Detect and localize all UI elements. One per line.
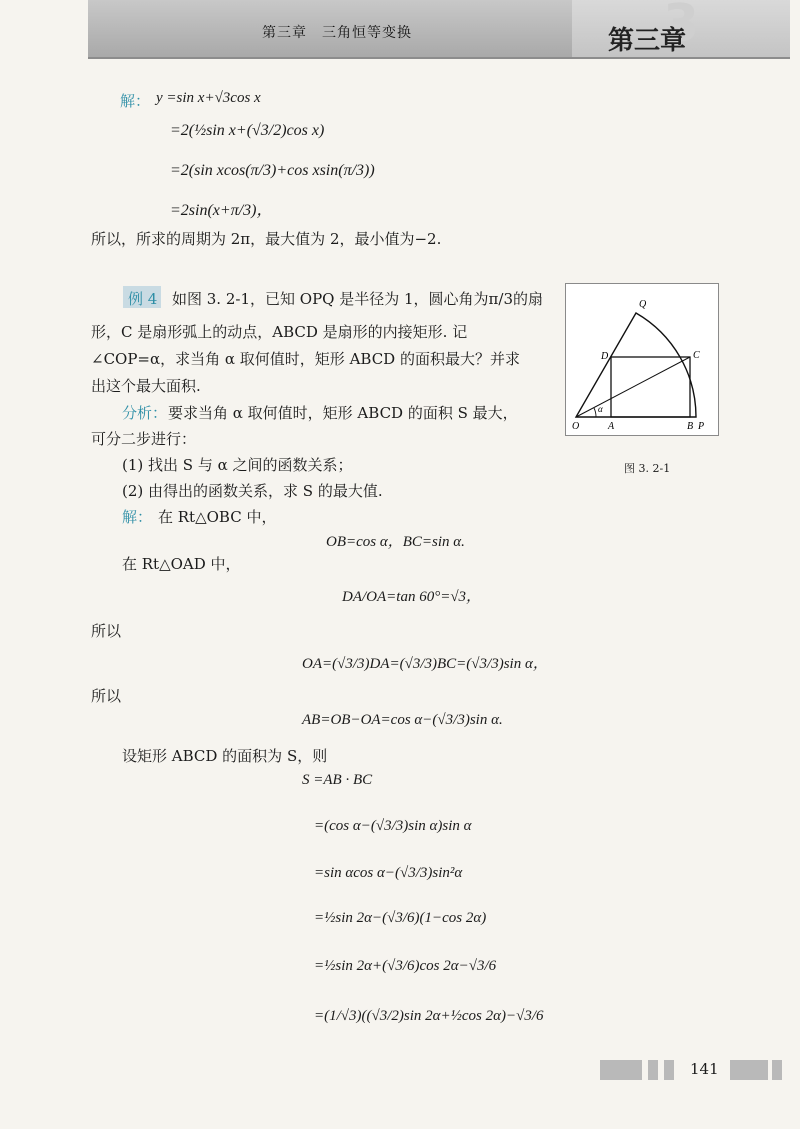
footer-bar-4 xyxy=(730,1060,768,1080)
solution-conclusion: 所以，所求的周期为 2π，最大值为 2，最小值为−2. xyxy=(91,230,442,248)
area-intro: 设矩形 ABCD 的面积为 S，则 xyxy=(122,747,328,765)
figure-3-2-1 xyxy=(565,283,719,436)
area-line-4: =½sin 2α−(√3/6)(1−cos 2α) xyxy=(314,910,487,926)
solution-line-1: y =sin x+√3cos x xyxy=(156,90,261,106)
example-text-line-1: 如图 3. 2-1，已知 OPQ 是半径为 1，圆心角为π/3的扇 xyxy=(172,290,543,308)
label-a: A xyxy=(608,421,615,432)
chapter-label: 第三章 xyxy=(608,26,687,56)
equation-ob-bc: OB=cos α，BC=sin α. xyxy=(326,534,465,550)
footer-bar-3 xyxy=(664,1060,674,1080)
example-label: 例 4 xyxy=(128,290,158,308)
equation-oa: OA=(√3/3)DA=(√3/3)BC=(√3/3)sin α， xyxy=(302,656,548,672)
label-p: P xyxy=(698,421,705,432)
solution-label: 解： xyxy=(120,92,151,110)
rectangle-abcd xyxy=(611,357,690,417)
label-d: D xyxy=(601,351,609,362)
so-label-2: 所以 xyxy=(91,687,122,705)
footer-bar-2 xyxy=(648,1060,658,1080)
angle-arc xyxy=(594,408,596,417)
label-c: C xyxy=(693,350,700,361)
area-line-2: =(cos α−(√3/3)sin α)sin α xyxy=(314,818,472,834)
area-line-3: =sin αcos α−(√3/3)sin²α xyxy=(314,865,463,881)
label-alpha: α xyxy=(598,404,603,414)
equation-ab: AB=OB−OA=cos α−(√3/3)sin α. xyxy=(302,712,503,728)
area-line-5: =½sin 2α+(√3/6)cos 2α−√3/6 xyxy=(314,958,497,974)
footer-bar-1 xyxy=(600,1060,642,1080)
example-text-line-2: 形，C 是扇形弧上的动点，ABCD 是扇形的内接矩形. 记 xyxy=(91,323,468,341)
running-title: 第三章 三角恒等变换 xyxy=(262,25,412,41)
example-text-line-3: ∠COP=α，求当角 α 取何值时，矩形 ABCD 的面积最大？并求 xyxy=(91,350,520,368)
sector-outline xyxy=(576,313,696,417)
analysis-label: 分析： xyxy=(122,404,168,422)
solution2-intro: 在 Rt△OBC 中， xyxy=(158,508,277,526)
analysis-step-1: (1) 找出 S 与 α 之间的函数关系； xyxy=(122,456,353,474)
sector-diagram xyxy=(566,284,718,435)
solution-line-4: =2sin(x+π/3)， xyxy=(170,202,273,219)
solution2-intro-2: 在 Rt△OAD 中， xyxy=(122,555,241,573)
label-b: B xyxy=(687,421,694,432)
area-line-1: S =AB · BC xyxy=(302,772,373,788)
analysis-text: 要求当角 α 取何值时，矩形 ABCD 的面积 S 最大， xyxy=(168,404,518,422)
label-q: Q xyxy=(639,299,647,310)
so-label-1: 所以 xyxy=(91,622,122,640)
example-text-line-4: 出这个最大面积. xyxy=(91,377,201,395)
label-o: O xyxy=(572,421,580,432)
solution-line-2: =2(½sin x+(√3/2)cos x) xyxy=(170,122,325,139)
page-number: 141 xyxy=(690,1060,719,1078)
analysis-text-2: 可分二步进行： xyxy=(91,430,197,448)
figure-caption: 图 3. 2-1 xyxy=(624,462,671,475)
area-line-6: =(1/√3)((√3/2)sin 2α+½cos 2α)−√3/6 xyxy=(314,1008,544,1024)
footer-bar-5 xyxy=(772,1060,782,1080)
chapter-number-watermark: 3 xyxy=(663,0,700,54)
analysis-step-2: (2) 由得出的函数关系，求 S 的最大值. xyxy=(122,482,383,500)
solution2-label: 解： xyxy=(122,508,153,526)
equation-tan: DA/OA=tan 60°=√3， xyxy=(342,589,482,605)
solution-line-3: =2(sin xcos(π/3)+cos xsin(π/3)) xyxy=(170,162,375,179)
